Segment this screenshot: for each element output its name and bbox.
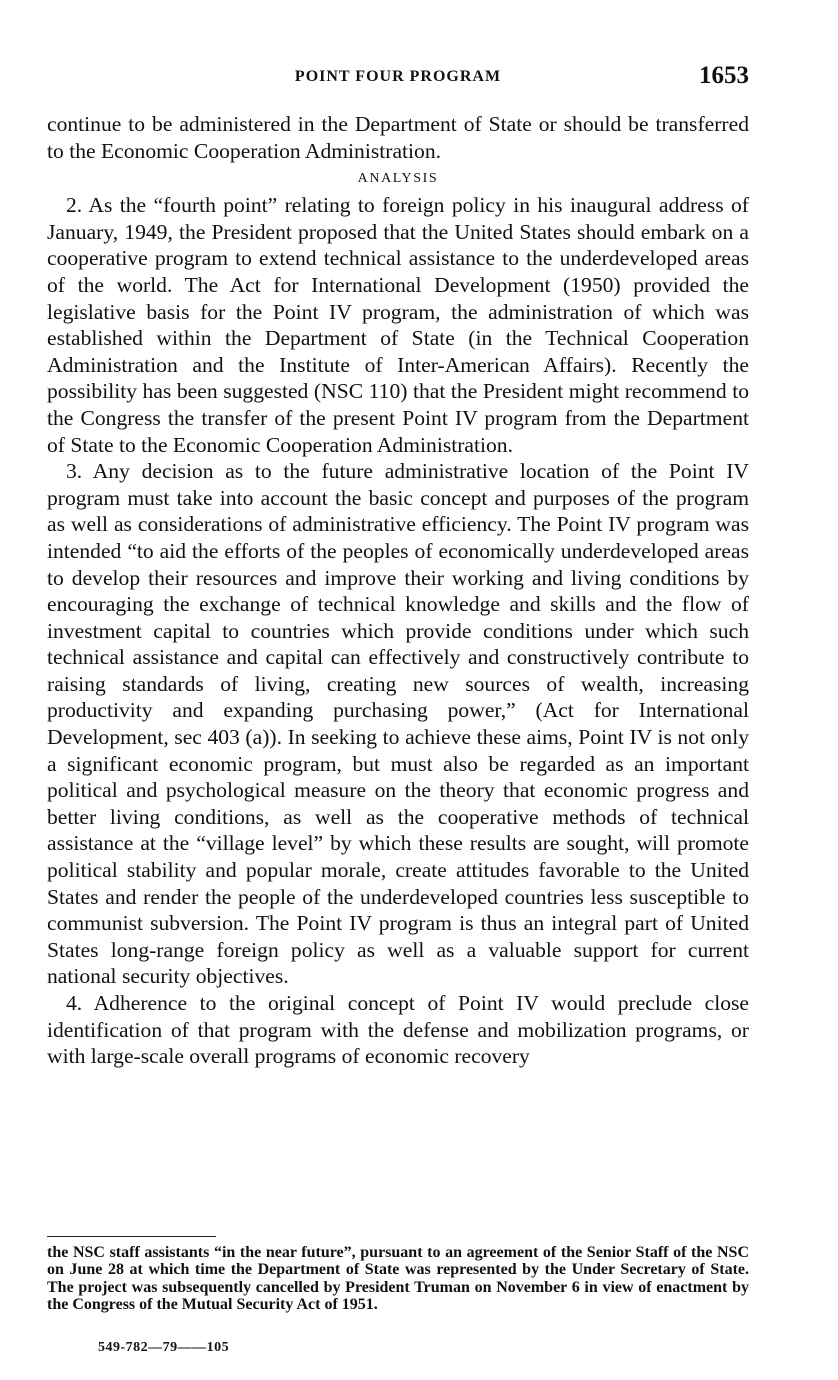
continuation-paragraph: continue to be administered in the Department of State or should be transferred to the Economic Cooperation Administration. xyxy=(47,112,749,163)
running-head xyxy=(47,62,749,96)
page-number: 1653 xyxy=(699,62,749,89)
paragraph-2: 2. As the “fourth point” relating to foreign policy in his inaugural address of January, 1949, the President proposed that the United States should embark on a cooperative program to extend technical assistance to the underdeveloped areas of the world. The Act for International Development (1950) provided the legislative basis for the Point IV program, the administration of which was established within the Department of State (in the Technical Cooperation Administration and the Institute of Inter-American Affairs). Recently the possibility has been suggested (NSC 110) that the President might recommend to the Congress the transfer of the present Point IV program from the Department of State to the Economic Cooperation Administration. xyxy=(47,193,749,457)
paragraph-3: 3. Any decision as to the future administrative location of the Point IV program must take into account the basic concept and purposes of the program as well as considerations of administrative efficiency. The Point IV program was intended “to aid the efforts of the peoples of economically underdeveloped areas to develop their resources and improve their working and living conditions by encouraging the exchange of technical knowledge and skills and the flow of investment capital to countries which provide conditions under which such technical assistance and capital can effectively and constructively contribute to raising standards of living, creating new sources of wealth, increasing productivity and expanding purchasing power,” (Act for International Development, sec 403 (a)). In seeking to achieve these aims, Point IV is not only a significant economic program, but must also be regarded as an important political and psychological measure on the theory that economic progress and better living conditions, as well as the cooperative methods of technical assistance at the “village level” by which these results are sought, will promote political stability and popular morale, create attitudes favorable to the United States and render the people of the underdeveloped countries less susceptible to communist subversion. The Point IV program is thus an integral part of United States long-range foreign policy as well as a valuable support for current national security objectives. xyxy=(47,459,749,989)
footnote-divider xyxy=(47,1236,216,1237)
running-title: POINT FOUR PROGRAM xyxy=(294,68,502,85)
section-heading: ANALYSIS xyxy=(357,171,439,187)
paragraph-4: 4. Adherence to the original concept of Point IV would preclude close identification of that program with the defense and mobilization programs, or with large-scale overall programs of economic recovery xyxy=(47,991,749,1069)
printer-line: 549-782—79——105 xyxy=(98,1340,230,1355)
body-text xyxy=(47,111,749,1070)
footnote xyxy=(47,1244,749,1314)
footnote-text: the NSC staff assistants “in the near future”, pursuant to an agreement of the Senior Staff of the NSC on June 28 at which time the Department of State was represented by the Under Secretary of State. The project was subsequently cancelled by President Truman on November 6 in view of enactment by the Congress of the Mutual Security Act of 1951. xyxy=(47,1244,749,1314)
